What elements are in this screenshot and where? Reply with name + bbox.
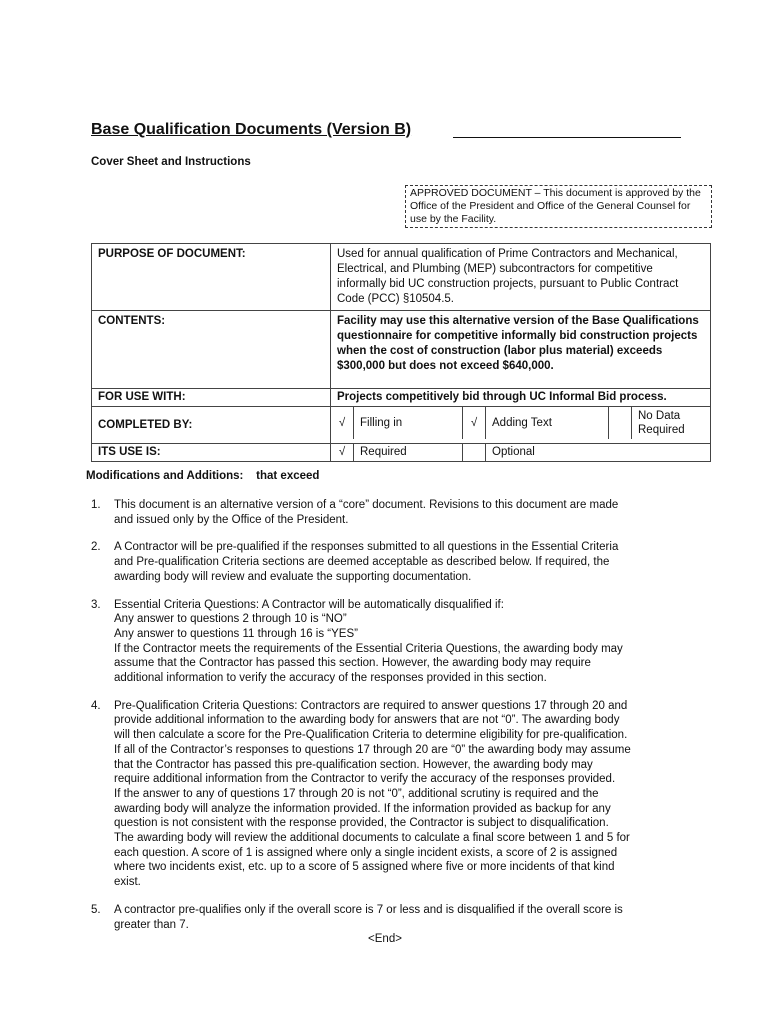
completed-by-check-2: √ bbox=[463, 407, 486, 439]
instruction-line: Essential Criteria Questions: A Contractor will be automatically disqualified if: bbox=[114, 598, 504, 611]
modifications-heading: Modifications and Additions: that exceed bbox=[86, 470, 320, 482]
instruction-number: 3. bbox=[91, 598, 101, 611]
purpose-label: PURPOSE OF DOCUMENT: bbox=[92, 244, 331, 311]
title-row bbox=[91, 121, 681, 143]
instruction-line: greater than 7. bbox=[114, 918, 189, 931]
contents-value: Facility may use this alternative version of the Base Qualifications questionnaire for competitive informally bid construction projects when the cost of construction (labor plus material) exceeds $300,000 but does not exceed $640,000. bbox=[331, 311, 711, 389]
instruction-number: 2. bbox=[91, 541, 101, 554]
title-underline-rule bbox=[453, 137, 681, 138]
completed-by-option-3: No Data Required bbox=[632, 407, 711, 439]
instruction-line: The awarding body will review the additional documents to calculate a final score between 1 and 5 for bbox=[114, 832, 630, 845]
instruction-line: question is not consistent with the response provided, the Contractor is subject to disqualification. bbox=[114, 817, 609, 830]
its-use-check-1: √ bbox=[338, 446, 346, 458]
instruction-line: require additional information from the Contractor to verify the accuracy of the responses provided. bbox=[114, 773, 616, 786]
completed-by-row bbox=[92, 407, 711, 444]
instruction-item-5 bbox=[91, 903, 691, 932]
instruction-line: If the Contractor meets the requirements of the Essential Criteria Questions, the awarding body may bbox=[114, 642, 623, 655]
completed-by-label: COMPLETED BY: bbox=[92, 407, 331, 444]
completed-by-check-3 bbox=[609, 407, 632, 439]
its-use-options bbox=[331, 444, 711, 462]
its-use-row bbox=[92, 444, 711, 462]
instruction-number: 5. bbox=[91, 903, 101, 916]
document-title: Base Qualification Documents (Version B) bbox=[91, 121, 412, 138]
instructions-list bbox=[91, 498, 691, 945]
instruction-line: will then calculate a score for the Pre-Qualification Criteria to determine eligibility for pre-qualification. bbox=[114, 729, 628, 742]
instruction-line: and issued only by the Office of the President. bbox=[114, 513, 349, 526]
for-use-label: FOR USE WITH: bbox=[92, 389, 331, 407]
instruction-line: where two incidents exist, etc. up to a score of 5 assigned where five or more incidents of that kind bbox=[114, 861, 615, 874]
instruction-line: If the answer to any of questions 17 through 20 is not “0”, additional scrutiny is required and the bbox=[114, 787, 599, 800]
instruction-number: 1. bbox=[91, 499, 101, 511]
its-use-inner-table bbox=[331, 444, 710, 461]
instruction-line: Pre-Qualification Criteria Questions: Contractors are required to answer questions 17 through 20 and bbox=[114, 699, 628, 712]
for-use-value: Projects competitively bid through UC Informal Bid process. bbox=[331, 389, 711, 407]
completed-by-check-1: √ bbox=[338, 416, 346, 429]
instruction-item-2 bbox=[91, 540, 691, 584]
instruction-line: A contractor pre-qualifies only if the overall score is 7 or less and is disqualified if the overall score is bbox=[114, 903, 623, 916]
completed-by-option-1: Filling in bbox=[354, 407, 463, 439]
for-use-row bbox=[92, 389, 711, 407]
instruction-line: that the Contractor has passed this pre-qualification section. However, the awarding body may bbox=[114, 758, 593, 771]
instruction-item-3 bbox=[91, 598, 691, 686]
completed-by-inner-table bbox=[331, 407, 710, 439]
purpose-row bbox=[92, 244, 711, 311]
completed-by-option-2: Adding Text bbox=[486, 407, 609, 439]
document-subtitle: Cover Sheet and Instructions bbox=[91, 156, 251, 168]
end-marker: <End> bbox=[368, 933, 402, 945]
instruction-line: A Contractor will be pre-qualified if the responses submitted to all questions in the Essential Criteria bbox=[114, 541, 619, 554]
approved-document-note: APPROVED DOCUMENT – This document is approved by the Office of the President and Office of the General Counsel for use by the Facility. bbox=[405, 185, 712, 228]
contents-row bbox=[92, 311, 711, 389]
instruction-line: awarding body will review and evaluate the supporting documentation. bbox=[114, 570, 472, 583]
document-info-table bbox=[91, 243, 711, 462]
instruction-line: Any answer to questions 2 through 10 is “NO” bbox=[114, 613, 347, 626]
instruction-line: awarding body will analyze the information provided. If the information provided as backup for any bbox=[114, 802, 611, 815]
instruction-line: If all of the Contractor’s responses to questions 17 through 20 are “0” the awarding body may assume bbox=[114, 743, 631, 756]
instruction-line: and Pre-qualification Criteria sections are deemed acceptable as described below. If required, the bbox=[114, 556, 610, 569]
instruction-line: each question. A score of 1 is assigned where only a single incident exists, a score of 2 is assigned bbox=[114, 846, 618, 859]
completed-by-options bbox=[331, 407, 711, 444]
its-use-option-2: Optional bbox=[486, 444, 711, 461]
instruction-item-4 bbox=[91, 699, 691, 890]
instruction-line: additional information to verify the accuracy of the responses provided in this section. bbox=[114, 672, 547, 685]
purpose-value: Used for annual qualification of Prime Contractors and Mechanical, Electrical, and Plumbing (MEP) subcontractors for competitive informally bid UC construction projects, pursuant to Public Contract Code (PCC) §10504.5. bbox=[331, 244, 711, 311]
instruction-line: This document is an alternative version of a “core” document. Revisions to this document are made bbox=[114, 499, 619, 511]
instruction-line: assume that the Contractor has passed this section. However, the awarding body may require bbox=[114, 657, 591, 670]
instruction-number: 4. bbox=[91, 699, 101, 712]
its-use-check-2 bbox=[463, 444, 486, 461]
contents-label: CONTENTS: bbox=[92, 311, 331, 389]
instruction-line: exist. bbox=[114, 876, 141, 889]
instruction-item-1 bbox=[91, 498, 691, 527]
its-use-label: ITS USE IS: bbox=[92, 444, 331, 462]
its-use-option-1: Required bbox=[354, 444, 463, 461]
instruction-line: provide additional information to the awarding body for answers that are not “0”. The awarding body bbox=[114, 714, 620, 727]
instruction-line: Any answer to questions 11 through 16 is “YES” bbox=[114, 627, 358, 640]
